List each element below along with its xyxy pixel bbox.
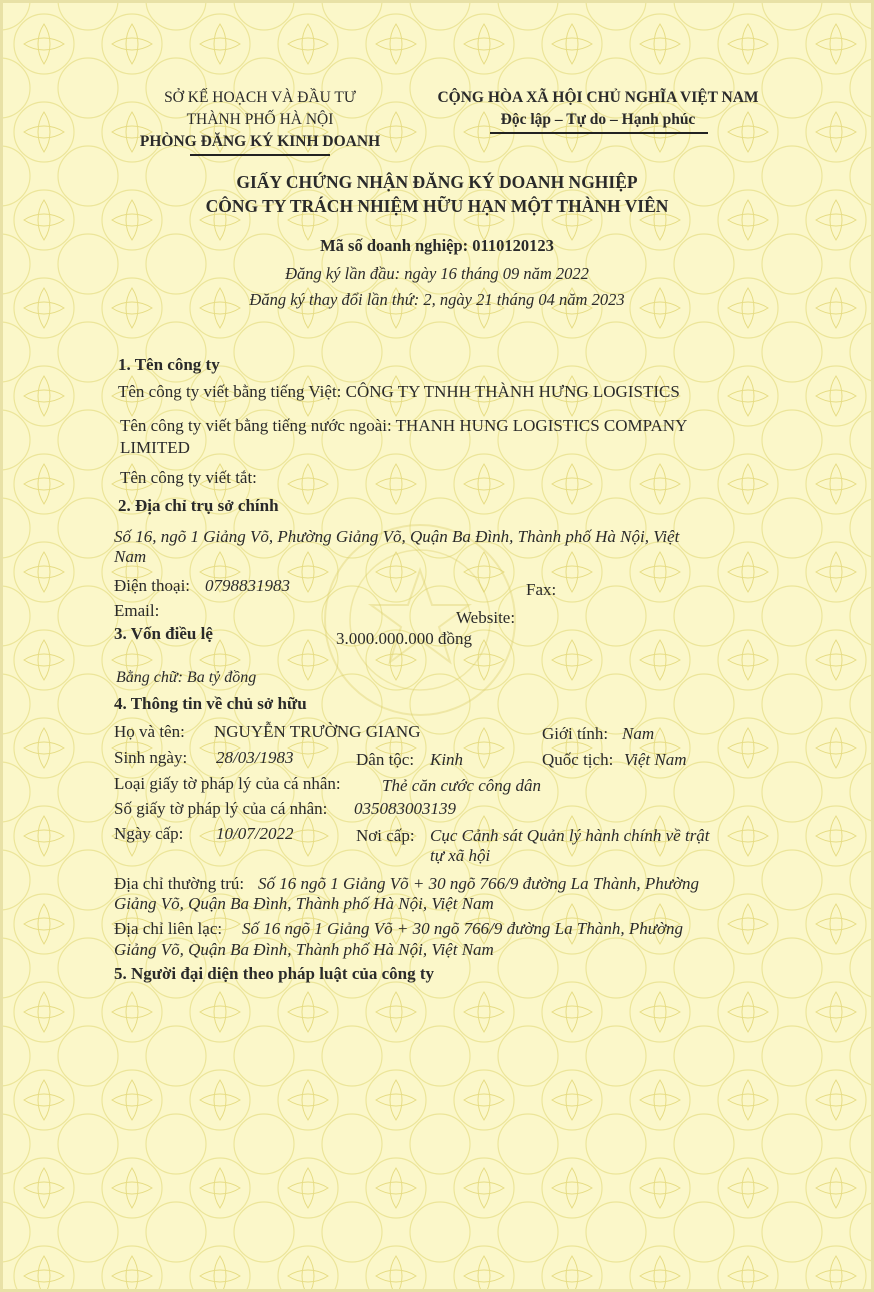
email-label: Email:: [114, 601, 160, 620]
fax-label: Fax:: [526, 580, 557, 599]
owner-name-value: NGUYỄN TRƯỜNG GIANG: [214, 722, 421, 741]
phone-label: Điện thoại:: [114, 576, 191, 595]
id-number-label: Số giấy tờ pháp lý của cá nhân:: [114, 799, 328, 818]
company-name-foreign-line-2: LIMITED: [120, 438, 190, 457]
phone-value: 0798831983: [205, 576, 290, 595]
company-name-vietnamese: Tên công ty viết bằng tiếng Việt: CÔNG TY TNHH THÀNH HƯNG LOGISTICS: [118, 382, 680, 401]
company-type-title: CÔNG TY TRÁCH NHIỆM HỮU HẠN MỘT THÀNH VIÊN: [205, 196, 669, 216]
dob-value: 28/03/1983: [216, 748, 294, 767]
permanent-address-label: Địa chỉ thường trú:: [114, 874, 245, 893]
enterprise-code: Mã số doanh nghiệp: 0110120123: [320, 236, 554, 255]
certificate-title: GIẤY CHỨNG NHẬN ĐĂNG KÝ DOANH NGHIỆP: [236, 172, 638, 192]
gender-value: Nam: [622, 724, 655, 743]
nationality-value: Việt Nam: [624, 750, 687, 769]
gender-label: Giới tính:: [542, 724, 609, 743]
issue-place-label: Nơi cấp:: [356, 826, 415, 845]
ethnicity-value: Kinh: [430, 750, 464, 769]
contact-address-label: Địa chỉ liên lạc:: [114, 919, 223, 938]
section-1-heading: 1. Tên công ty: [118, 355, 220, 374]
section-5-heading: 5. Người đại diện theo pháp luật của công ty: [114, 964, 434, 983]
id-number-value: 035083003139: [354, 799, 456, 818]
id-type-value: Thẻ căn cước công dân: [382, 776, 542, 795]
section-4-heading: 4. Thông tin về chủ sở hữu: [114, 694, 307, 713]
motto-underline: [490, 132, 708, 134]
nationality-label: Quốc tịch:: [542, 750, 614, 769]
permanent-address-line-2: Giảng Võ, Quận Ba Đình, Thành phố Hà Nội, Việt Nam: [114, 894, 494, 913]
website-label: Website:: [456, 608, 516, 627]
company-name-foreign-line-1: Tên công ty viết bằng tiếng nước ngoài: THANH HUNG LOGISTICS COMPANY: [120, 416, 688, 435]
agency-line-2: THÀNH PHỐ HÀ NỘI: [186, 111, 334, 128]
company-short-name: Tên công ty viết tắt:: [120, 468, 257, 487]
agency-line-1: SỞ KẾ HOẠCH VÀ ĐẦU TƯ: [164, 89, 356, 106]
agency-underline: [190, 154, 330, 156]
contact-address-line-2: Giảng Võ, Quận Ba Đình, Thành phố Hà Nội, Việt Nam: [114, 940, 494, 959]
headquarters-address-line-2: Nam: [114, 547, 147, 566]
charter-capital-in-words: Bằng chữ: Ba tỷ đồng: [116, 669, 257, 686]
issue-date-value: 10/07/2022: [216, 824, 294, 843]
issue-place-line-1: Cục Cảnh sát Quản lý hành chính về trật: [430, 826, 710, 845]
agency-line-3: PHÒNG ĐĂNG KÝ KINH DOANH: [139, 133, 381, 150]
first-registration-date: Đăng ký lần đầu: ngày 16 tháng 09 năm 2022: [285, 264, 589, 283]
ethnicity-label: Dân tộc:: [356, 750, 415, 769]
dob-label: Sinh ngày:: [114, 748, 188, 767]
headquarters-address-line-1: Số 16, ngõ 1 Giảng Võ, Phường Giảng Võ, Quận Ba Đình, Thành phố Hà Nội, Việt: [114, 527, 680, 546]
issue-date-label: Ngày cấp:: [114, 824, 184, 843]
permanent-address-line-1: Số 16 ngõ 1 Giảng Võ + 30 ngõ 766/9 đường La Thành, Phường: [258, 874, 700, 893]
section-3-heading: 3. Vốn điều lệ: [114, 624, 213, 643]
owner-name-label: Họ và tên:: [114, 722, 185, 741]
charter-capital-amount: 3.000.000.000 đồng: [336, 629, 472, 648]
section-2-heading: 2. Địa chỉ trụ sở chính: [118, 496, 279, 515]
country-name: CỘNG HÒA XÃ HỘI CHỦ NGHĨA VIỆT NAM: [437, 89, 759, 106]
id-type-label: Loại giấy tờ pháp lý của cá nhân:: [114, 774, 341, 793]
country-motto: Độc lập – Tự do – Hạnh phúc: [500, 111, 696, 128]
issue-place-line-2: tự xã hội: [430, 846, 491, 865]
change-registration-date: Đăng ký thay đổi lần thứ: 2, ngày 21 tháng 04 năm 2023: [249, 290, 625, 309]
contact-address-line-1: Số 16 ngõ 1 Giảng Võ + 30 ngõ 766/9 đường La Thành, Phường: [242, 919, 684, 938]
